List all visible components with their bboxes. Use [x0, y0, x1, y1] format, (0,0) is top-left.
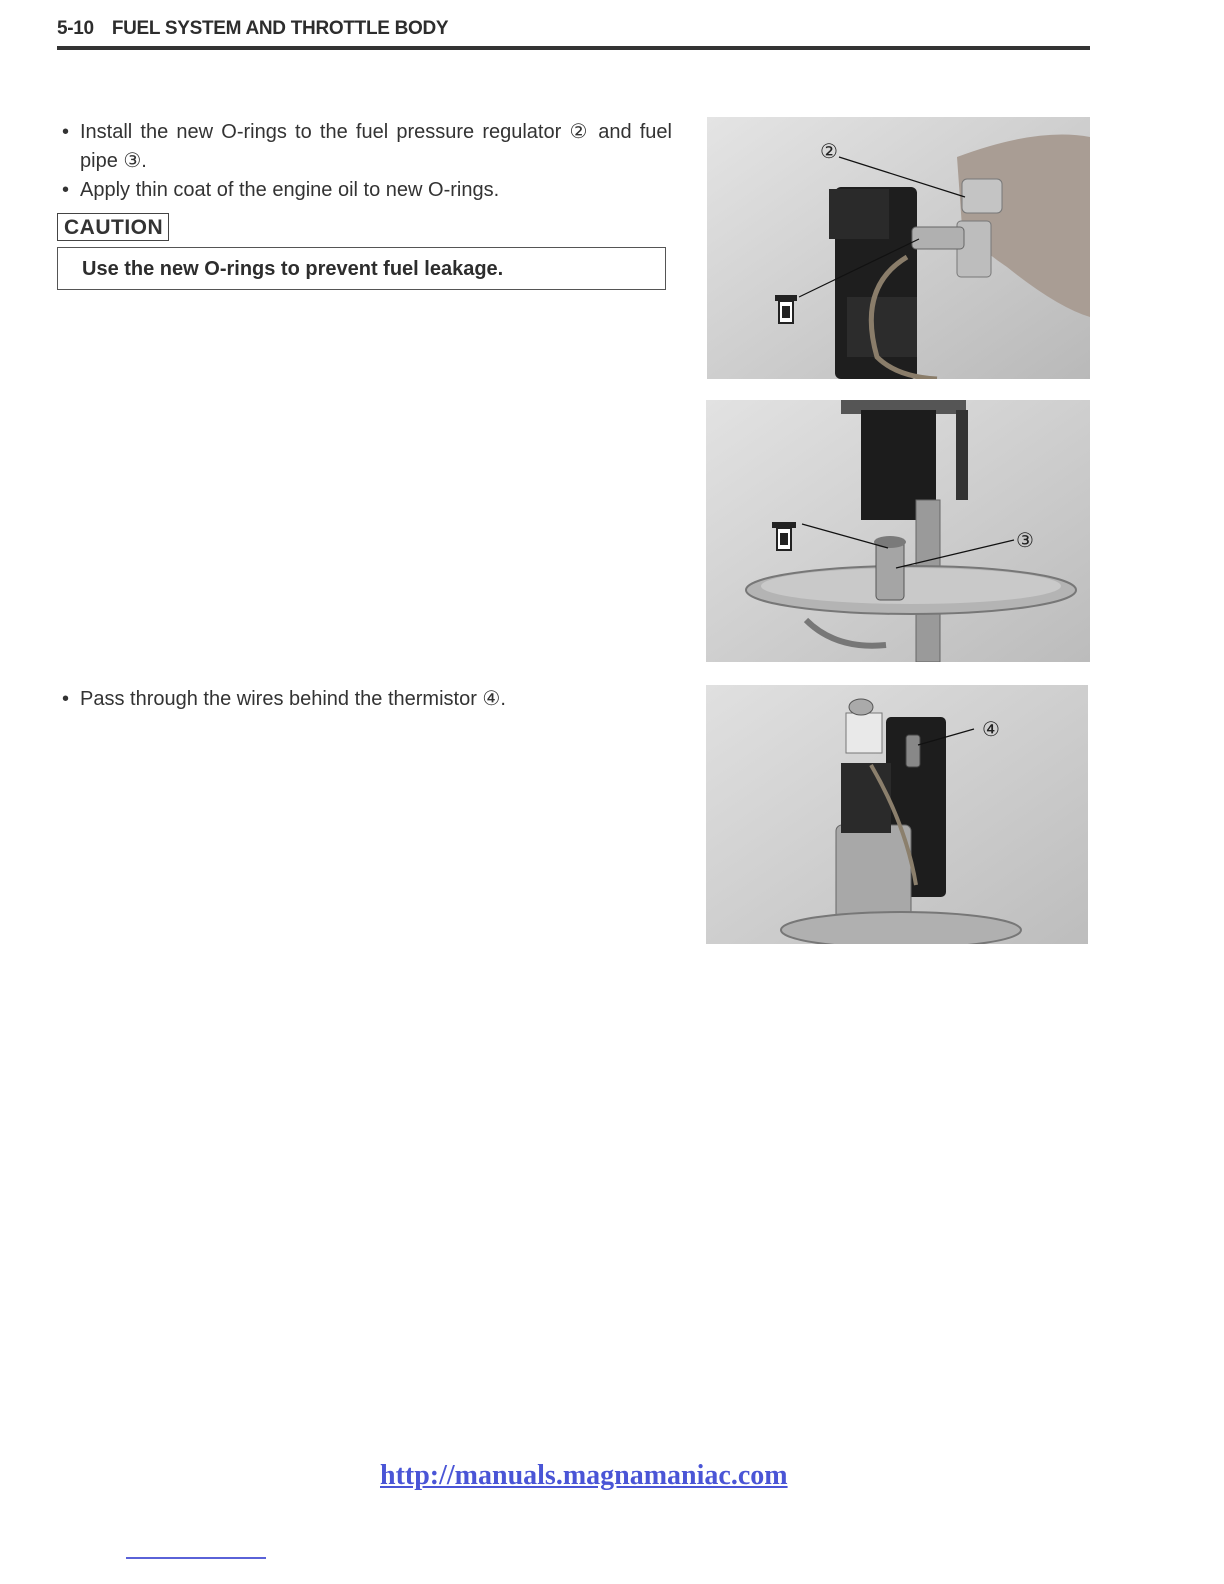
steps-top [62, 118, 672, 205]
photo-regulator-illustration [707, 117, 1090, 379]
caution-label: CAUTION [57, 213, 169, 241]
callout-4: ④ [982, 717, 1000, 741]
caution-box [57, 247, 666, 290]
step-pass-wires: • Pass through the wires behind the thermistor ④. [62, 685, 672, 714]
step-install-orings: • Install the new O-rings to the fuel pressure regulator ② and fuel pipe ③. [62, 118, 672, 176]
photo-fuel-pipe [706, 400, 1090, 662]
step-apply-oil: • Apply thin coat of the engine oil to new O-rings. [62, 176, 672, 205]
section-title: FUEL SYSTEM AND THROTTLE BODY [111, 18, 449, 39]
manuals-link[interactable]: http://manuals.magnamaniac.com [380, 1460, 788, 1491]
photo-regulator [707, 117, 1090, 379]
photo-thermistor-illustration [706, 685, 1088, 944]
photo-thermistor [706, 685, 1088, 944]
steps-bottom [62, 685, 672, 714]
footer-rule [126, 1557, 266, 1559]
caution-text: Use the new O-rings to prevent fuel leakage. [82, 258, 504, 280]
callout-2: ② [820, 139, 838, 163]
callout-3: ③ [1016, 528, 1034, 552]
oil-can-icon [775, 295, 797, 323]
page-number: 5-10 [57, 18, 94, 39]
page-header [57, 18, 1090, 50]
